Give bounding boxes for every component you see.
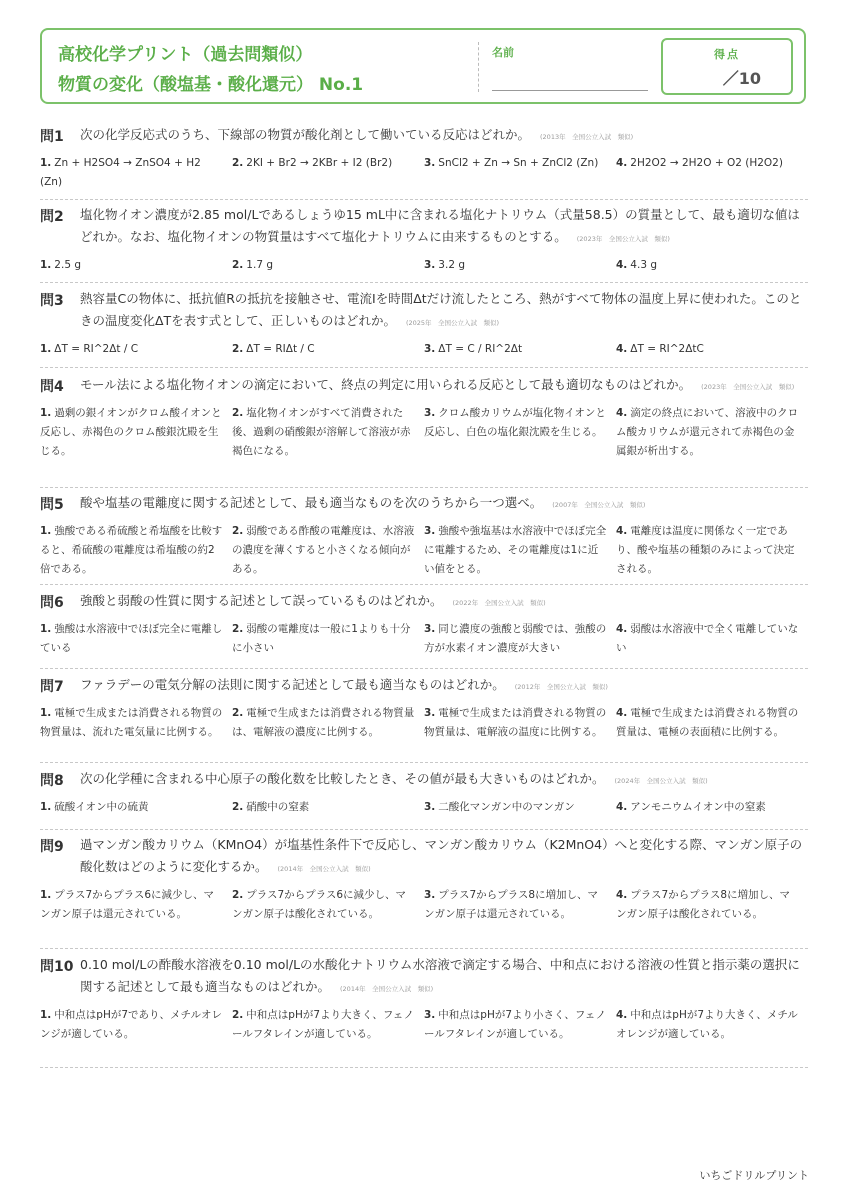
answer-option: [424, 404, 616, 461]
option-text: 硝酸中の窒素: [246, 801, 310, 813]
option-text: アンモニウムイオン中の窒素: [630, 801, 766, 813]
answer-option: [424, 1006, 616, 1044]
question-body: 次の化学反応式のうち、下線部の物質が酸化剤として働いている反応はどれか。: [80, 127, 531, 142]
option-number: 2.: [232, 1009, 244, 1021]
option-text: 2H2O2 → 2H2O + O2 (H2O2): [630, 157, 783, 169]
option-number: 4.: [616, 407, 628, 419]
question-header: [40, 290, 808, 334]
option-number: 1.: [40, 1009, 52, 1021]
answer-option: [40, 256, 232, 275]
option-text: 滴定の終点において、溶液中のクロム酸カリウムが還元されて赤褐色の金属銀が析出する。: [616, 407, 799, 457]
option-text: 中和点はpHが7より小さく、フェノールフタレインが適している。: [424, 1009, 607, 1040]
option-text: クロム酸カリウムが塩化物イオンと反応し、白色の塩化銀沈殿を生じる。: [424, 407, 606, 438]
option-text: 硫酸イオン中の硫黄: [54, 801, 149, 813]
answer-option: [232, 522, 424, 579]
answer-option: [40, 340, 232, 359]
option-text: 2KI + Br2 → 2KBr + I2 (Br2): [246, 157, 393, 169]
question-number: 問2: [40, 209, 64, 225]
question-body: モール法による塩化物イオンの滴定において、終点の判定に用いられる反応として最も適切なものはどれか。: [80, 377, 692, 392]
question-text: [80, 288, 808, 334]
option-number: 2.: [232, 525, 244, 537]
option-number: 3.: [424, 343, 436, 355]
option-text: 弱酸である酢酸の電離度は、水溶液の濃度を薄くすると小さくなる傾向がある。: [232, 525, 415, 575]
answer-options: [40, 340, 808, 359]
answer-option: [424, 522, 616, 579]
question-source: (2024年 全国公立入試 類似): [614, 777, 708, 785]
answer-option: [616, 404, 808, 461]
option-text: SnCl2 + Zn → Sn + ZnCl2 (Zn): [438, 157, 599, 169]
answer-option: [232, 1006, 424, 1044]
question-header: [40, 494, 808, 516]
answer-options: [40, 522, 808, 579]
question-source: (2012年 全国公立入試 類似): [514, 683, 608, 691]
question-header: [40, 770, 808, 792]
question-header: [40, 592, 808, 614]
option-text: プラス7からプラス8に増加し、マンガン原子は還元されている。: [424, 889, 599, 920]
option-text: 4.3 g: [630, 259, 657, 271]
option-text: 同じ濃度の強酸と弱酸では、強酸の方が水素イオン濃度が大きい: [424, 623, 607, 654]
question-number: 問9: [40, 839, 64, 855]
question-header: [40, 206, 808, 250]
answer-option: [424, 340, 616, 359]
answer-option: [616, 1006, 808, 1044]
question-source: (2014年 全国公立入試 類似): [340, 985, 434, 993]
option-text: ΔT = RI^2ΔtC: [630, 343, 704, 355]
question-number: 問4: [40, 379, 64, 395]
option-number: 1.: [40, 623, 52, 635]
question-source: (2023年 全国公立入試 類似): [576, 235, 670, 243]
answer-option: [232, 886, 424, 924]
question-block: [40, 290, 808, 368]
option-text: 電離度は温度に関係なく一定であり、酸や塩基の種類のみによって決定される。: [616, 525, 795, 575]
question-text: [80, 374, 808, 398]
answer-option: [40, 522, 232, 579]
question-block: [40, 376, 808, 488]
score-label: 得点: [714, 48, 740, 61]
question-block: [40, 592, 808, 669]
question-text: [80, 124, 808, 148]
question-body: 次の化学種に含まれる中心原子の酸化数を比較したとき、その値が最も大きいものはどれか。: [80, 771, 605, 786]
answer-option: [40, 704, 232, 742]
option-number: 2.: [232, 259, 244, 271]
option-number: 4.: [616, 525, 628, 537]
option-number: 3.: [424, 1009, 436, 1021]
option-text: 中和点はpHが7より大きく、メチルオレンジが適している。: [616, 1009, 798, 1040]
option-text: ΔT = RI^2Δt / C: [54, 343, 139, 355]
question-block: [40, 956, 808, 1068]
question-source: (2014年 全国公立入試 類似): [277, 865, 371, 873]
option-text: 中和点はpHが7であり、メチルオレンジが適している。: [40, 1009, 223, 1040]
question-text: [80, 954, 808, 1000]
answer-option: [40, 404, 232, 461]
option-text: 3.2 g: [438, 259, 465, 271]
option-text: 2.5 g: [54, 259, 81, 271]
answer-options: [40, 886, 808, 924]
answer-option: [424, 704, 616, 742]
option-number: 2.: [232, 801, 244, 813]
option-number: 1.: [40, 157, 52, 169]
option-number: 4.: [616, 1009, 628, 1021]
answer-option: [424, 886, 616, 924]
worksheet-subtitle: 物質の変化（酸塩基・酸化還元） No.1: [58, 75, 364, 95]
question-number: 問8: [40, 773, 64, 789]
option-number: 4.: [616, 889, 628, 901]
option-number: 3.: [424, 623, 436, 635]
answer-options: [40, 154, 808, 192]
question-block: [40, 770, 808, 830]
answer-options: [40, 1006, 808, 1044]
option-text: ΔT = C / RI^2Δt: [438, 343, 523, 355]
option-number: 2.: [232, 889, 244, 901]
question-text: [80, 674, 808, 698]
answer-option: [616, 704, 808, 742]
answer-options: [40, 404, 808, 461]
answer-option: [40, 620, 232, 658]
question-header: [40, 676, 808, 698]
answer-options: [40, 620, 808, 658]
option-number: 1.: [40, 343, 52, 355]
answer-options: [40, 256, 808, 275]
option-number: 1.: [40, 889, 52, 901]
question-text: [80, 768, 808, 792]
option-text: プラス7からプラス6に減少し、マンガン原子は酸化されている。: [232, 889, 407, 920]
question-text: [80, 834, 808, 880]
option-text: 強酸は水溶液中でほぼ完全に電離している: [40, 623, 223, 654]
question-block: [40, 836, 808, 949]
question-body: ファラデーの電気分解の法則に関する記述として最も適当なものはどれか。: [80, 677, 505, 692]
option-text: 過剰の銀イオンがクロム酸イオンと反応し、赤褐色のクロム酸銀沈殿を生じる。: [40, 407, 222, 457]
answer-option: [616, 522, 808, 579]
score-box: [661, 38, 793, 95]
answer-option: [616, 798, 808, 817]
question-number: 問3: [40, 293, 64, 309]
option-number: 3.: [424, 707, 436, 719]
answer-option: [616, 620, 808, 658]
question-body: 過マンガン酸カリウム（KMnO4）が塩基性条件下で反応し、マンガン酸カリウム（K2MnO4）へと変化する際、マンガン原子の酸化数はどのように変化するか。: [80, 837, 803, 874]
option-text: Zn + H2SO4 → ZnSO4 + H2 (Zn): [40, 157, 201, 188]
option-text: 塩化物イオンがすべて消費された後、過剰の硝酸銀が溶解して溶液が赤褐色になる。: [232, 407, 411, 457]
question-body: 0.10 mol/Lの酢酸水溶液を0.10 mol/Lの水酸化ナトリウム水溶液で滴定する場合、中和点における溶液の性質と指示薬の選択に関する記述として最も適当なものはどれか。: [80, 957, 800, 994]
option-text: プラス7からプラス8に増加し、マンガン原子は酸化されている。: [616, 889, 791, 920]
question-block: [40, 206, 808, 283]
answer-option: [40, 886, 232, 924]
question-header: [40, 956, 808, 1000]
worksheet-header: [40, 28, 806, 104]
answer-option: [40, 1006, 232, 1044]
option-number: 3.: [424, 259, 436, 271]
question-text: [80, 204, 808, 250]
question-header: [40, 836, 808, 880]
question-number: 問10: [40, 959, 74, 975]
answer-options: [40, 704, 808, 742]
option-number: 3.: [424, 157, 436, 169]
option-number: 1.: [40, 801, 52, 813]
header-divider: [478, 42, 479, 92]
question-source: (2025年 全国公立入試 類似): [405, 319, 500, 327]
question-number: 問7: [40, 679, 64, 695]
answer-option: [424, 256, 616, 275]
score-value: ／10: [722, 69, 761, 88]
option-number: 1.: [40, 707, 52, 719]
question-number: 問1: [40, 129, 64, 145]
option-text: 電極で生成または消費される物質の物質量は、電解液の温度に比例する。: [424, 707, 607, 738]
question-header: [40, 126, 808, 148]
option-number: 4.: [616, 343, 628, 355]
name-field-line: [492, 90, 648, 91]
option-text: ΔT = RIΔt / C: [246, 343, 315, 355]
answer-option: [40, 798, 232, 817]
option-text: 強酸や強塩基は水溶液中でほぼ完全に電離するため、その電離度は1に近い値をとる。: [424, 525, 607, 575]
answer-option: [232, 704, 424, 742]
answer-option: [424, 154, 616, 192]
answer-option: [424, 798, 616, 817]
option-number: 3.: [424, 525, 436, 537]
option-number: 1.: [40, 407, 52, 419]
question-body: 強酸と弱酸の性質に関する記述として誤っているものはどれか。: [80, 593, 443, 608]
option-number: 2.: [232, 343, 244, 355]
question-text: [80, 590, 808, 614]
question-number: 問6: [40, 595, 64, 611]
question-body: 塩化物イオン濃度が2.85 mol/Lであるしょうゆ15 mL中に含まれる塩化ナトリウム（式量58.5）の質量として、最も適切な値はどれか。なお、塩化物イオンの物質量はすべて塩化ナトリウムに由来するものとする。: [80, 207, 800, 244]
question-source: (2013年 全国公立入試 類似): [540, 133, 634, 141]
option-text: プラス7からプラス6に減少し、マンガン原子は還元されている。: [40, 889, 215, 920]
option-text: 中和点はpHが7より大きく、フェノールフタレインが適している。: [232, 1009, 415, 1040]
option-number: 2.: [232, 407, 244, 419]
question-source: (2007年 全国公立入試 類似): [552, 501, 646, 509]
option-text: 強酸である希硫酸と希塩酸を比較すると、希硫酸の電離度は希塩酸の約2倍である。: [40, 525, 223, 575]
answer-option: [616, 886, 808, 924]
option-number: 1.: [40, 259, 52, 271]
option-text: 二酸化マンガン中のマンガン: [438, 801, 575, 813]
answer-option: [616, 340, 808, 359]
answer-option: [232, 154, 424, 192]
answer-option: [232, 404, 424, 461]
answer-option: [616, 154, 808, 192]
question-body: 酸や塩基の電離度に関する記述として、最も適当なものを次のうちから一つ選べ。: [80, 495, 543, 510]
option-number: 3.: [424, 407, 436, 419]
option-number: 3.: [424, 889, 436, 901]
question-source: (2022年 全国公立入試 類似): [452, 599, 546, 607]
option-number: 2.: [232, 707, 244, 719]
option-text: 弱酸の電離度は一般に1よりも十分に小さい: [232, 623, 411, 654]
question-block: [40, 126, 808, 200]
option-number: 2.: [232, 623, 244, 635]
answer-option: [232, 256, 424, 275]
answer-options: [40, 798, 808, 817]
question-body: 熱容量Cの物体に、抵抗値Rの抵抗を接触させ、電流Iを時間Δtだけ流したところ、熱がすべて物体の温度上昇に使われた。このときの温度変化ΔTを表す式として、正しいものはどれか。: [80, 291, 802, 328]
question-block: [40, 494, 808, 585]
option-text: 電極で生成または消費される物質の質量は、電極の表面積に比例する。: [616, 707, 799, 738]
option-number: 1.: [40, 525, 52, 537]
option-number: 4.: [616, 623, 628, 635]
question-text: [80, 492, 808, 516]
answer-option: [232, 340, 424, 359]
option-number: 2.: [232, 157, 244, 169]
option-text: 電極で生成または消費される物質の物質量は、流れた電気量に比例する。: [40, 707, 223, 738]
option-number: 4.: [616, 259, 628, 271]
option-number: 3.: [424, 801, 436, 813]
question-header: [40, 376, 808, 398]
footer-brand: いちごドリルプリント: [699, 1169, 809, 1182]
answer-option: [424, 620, 616, 658]
worksheet-title: 高校化学プリント（過去問類似）: [58, 45, 313, 65]
option-text: 電極で生成または消費される物質量は、電解液の濃度に比例する。: [232, 707, 415, 738]
question-number: 問5: [40, 497, 64, 513]
question-source: (2023年 全国公立入試 類似): [701, 383, 795, 391]
option-number: 4.: [616, 801, 628, 813]
answer-option: [616, 256, 808, 275]
answer-option: [40, 154, 232, 192]
option-number: 4.: [616, 157, 628, 169]
question-block: [40, 676, 808, 763]
answer-option: [232, 620, 424, 658]
option-text: 弱酸は水溶液中で全く電離していない: [616, 623, 799, 654]
option-number: 4.: [616, 707, 628, 719]
name-label: 名前: [492, 46, 514, 59]
answer-option: [232, 798, 424, 817]
option-text: 1.7 g: [246, 259, 273, 271]
